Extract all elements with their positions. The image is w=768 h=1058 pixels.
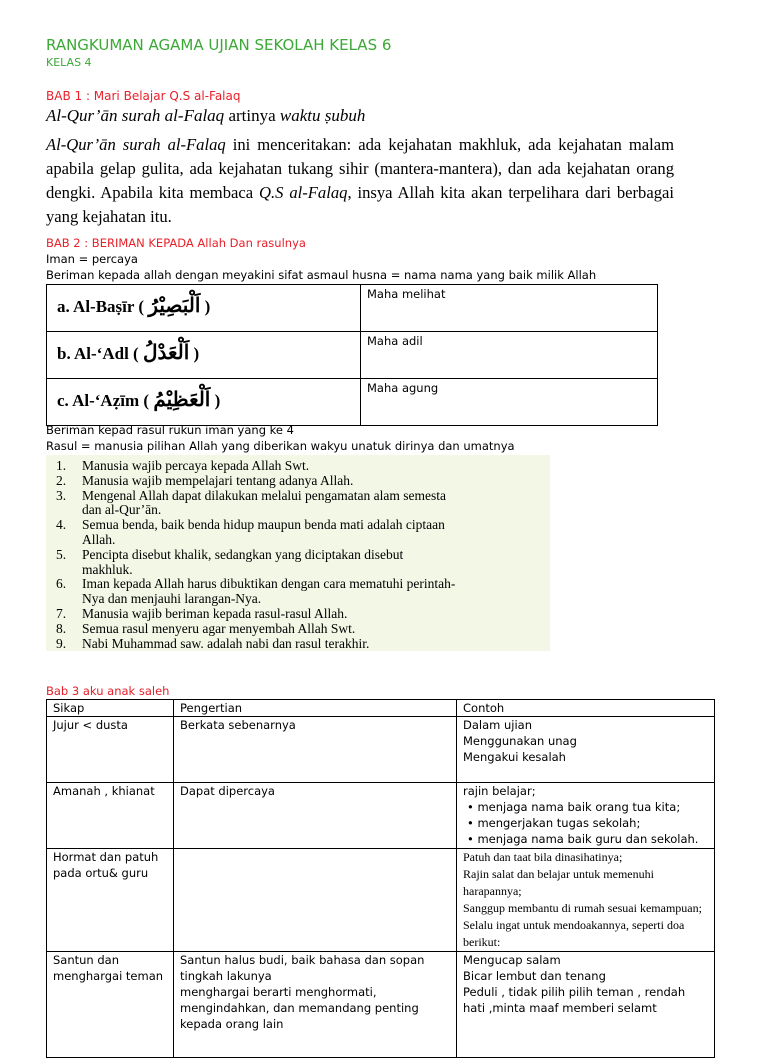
contoh-line: Menggunakan unag (463, 734, 577, 748)
contoh-line: Peduli , tidak pilih pilih teman , rendah hati ,minta maaf memberi selamt (463, 985, 686, 1015)
asmaul-husna-table (46, 284, 658, 426)
point-number (50, 592, 82, 607)
beriman-rasul-text: Beriman kepad rasul rukun iman yang ke 4 (46, 423, 294, 437)
bab1-para-text2: , insya Allah kita akan terpelihara dari berbagai yang kejahatan itu. (46, 183, 674, 226)
point-text: Manusia wajib beriman kepada rasul-rasul Allah. (82, 605, 348, 621)
sikap-text: Jujur < dusta (53, 718, 128, 732)
table-header-row (47, 700, 715, 717)
list-item (50, 577, 550, 592)
contoh-cell (457, 952, 715, 1058)
asmaul-name-arabic: اَلْعَدْلُ (142, 342, 190, 364)
pengertian-cell (174, 783, 457, 849)
list-item (50, 518, 550, 533)
list-item (50, 533, 550, 548)
contoh-line: rajin belajar; (463, 784, 536, 798)
bab1-heading-rest: artinya (224, 106, 280, 125)
point-number: 7. (56, 605, 67, 621)
beriman-allah-text: Beriman kepada allah dengan meyakini sifat asmaul husna = nama nama yang baik milik Allah (46, 268, 597, 282)
list-item (50, 637, 550, 652)
bab1-heading-italic: Al-Qur’ān surah al-Falaq (46, 106, 225, 125)
contoh-line: • menjaga nama baik orang tua kita; (467, 800, 681, 814)
contoh-line: Patuh dan taat bila dinasihatinya; (463, 850, 623, 864)
bab3-heading: Bab 3 aku anak saleh (46, 684, 170, 698)
point-text: Allah. (82, 531, 116, 547)
pengertian-line: Dapat dipercaya (180, 784, 275, 798)
point-number: 9. (56, 635, 67, 651)
document-title: RANGKUMAN AGAMA UJIAN SEKOLAH KELAS 6 (46, 36, 392, 54)
asmaul-name (47, 285, 361, 332)
point-number (50, 563, 82, 578)
point-number: 4. (56, 517, 67, 533)
point-number: 1. (56, 458, 67, 473)
point-text: Iman kepada Allah harus dibuktikan dengan cara mematuhi perintah- (82, 576, 456, 592)
table-row (47, 379, 658, 426)
asmaul-name-latin: c. Al-‘Aẓīm ( (57, 391, 150, 410)
contoh-cell (457, 783, 715, 849)
point-text: Nya dan menjauhi larangan-Nya. (82, 591, 262, 607)
bab2-heading: BAB 2 : BERIMAN KEPADA Allah Dan rasulnya (46, 236, 306, 250)
iman-definition: Iman = percaya (46, 252, 138, 266)
table-row (47, 783, 715, 849)
point-number: 3. (56, 487, 67, 503)
point-number (50, 533, 82, 548)
pengertian-cell (174, 849, 457, 952)
contoh-cell (457, 849, 715, 952)
bab1-heading-label: BAB 1 : Mari Belajar Q.S al-Falaq (46, 89, 241, 103)
asmaul-name-close: ) (204, 297, 211, 316)
point-number (50, 503, 82, 518)
point-text: dan al-Qur’ān. (82, 502, 162, 518)
bab1-para-italic2: Q.S al-Falaq (259, 183, 348, 202)
sikap-text: Hormat dan patuh pada ortu& guru (53, 850, 159, 880)
bab1-para-italic1: Al-Qur’ān surah al-Falaq (46, 135, 226, 154)
contoh-line: Rajin salat dan belajar untuk memenuhi harapannya; (463, 867, 654, 898)
list-item (50, 563, 550, 578)
pengertian-line: Santun halus budi, baik bahasa dan sopan tingkah lakunya (180, 953, 425, 983)
bab1-para-text1: ini menceritakan: ada kejahatan makhluk, ada kejahatan malam apabila gelap gulita, ada kejahatan tukang sihir (mantera-mantera), dan ada kejahatan orang dengki. Apabila kita membaca (46, 135, 674, 202)
contoh-line: Selalu ingat untuk mendoakannya, seperti doa berikut: (463, 918, 685, 949)
point-text: Manusia wajib percaya kepada Allah Swt. (82, 458, 310, 473)
contoh-line: Bicar lembut dan tenang (463, 969, 606, 983)
sikap-cell (47, 717, 174, 783)
asmaul-name-close: ) (214, 391, 221, 410)
contoh-cell (457, 717, 715, 783)
sikap-cell (47, 849, 174, 952)
list-item (50, 607, 550, 622)
header-sikap: Sikap (47, 700, 174, 717)
list-item (50, 503, 550, 518)
sikap-cell (47, 952, 174, 1058)
list-item (50, 474, 550, 489)
point-text: Semua rasul menyeru agar menyembah Allah Swt. (82, 620, 356, 636)
point-number: 8. (56, 620, 67, 636)
list-item (50, 548, 550, 563)
header-contoh: Contoh (457, 700, 715, 717)
point-text: Mengenal Allah dapat dilakukan melalui pengamatan alam semesta (82, 487, 446, 503)
list-item (50, 459, 550, 474)
pengertian-cell (174, 717, 457, 783)
asmaul-meaning: Maha melihat (361, 285, 658, 332)
bab1-heading-subuh: waktu ṣubuh (279, 106, 366, 125)
table-row (47, 285, 658, 332)
header-pengertian: Pengertian (174, 700, 457, 717)
asmaul-name-latin: a. Al-Baṣīr ( (57, 297, 145, 316)
pengertian-cell (174, 952, 457, 1058)
contoh-line: Mengakui kesalah (463, 750, 566, 764)
point-text: Pencipta disebut khalik, sedangkan yang diciptakan disebut (82, 546, 404, 562)
contoh-line: • menjaga nama baik guru dan sekolah. (467, 832, 699, 846)
pengertian-line: Berkata sebenarnya (180, 718, 296, 732)
document-subtitle: KELAS 4 (46, 56, 92, 69)
table-row (47, 849, 715, 952)
sikap-cell (47, 783, 174, 849)
table-row (47, 952, 715, 1058)
point-number: 2. (56, 472, 67, 488)
iman-points-list (46, 455, 550, 651)
asmaul-meaning: Maha agung (361, 379, 658, 426)
point-text: Semua benda, baik benda hidup maupun benda mati adalah ciptaan (82, 517, 445, 533)
asmaul-name-latin: b. Al-‘Adl ( (57, 344, 139, 363)
point-text: Manusia wajib mempelajari tentang adanya Allah. (82, 472, 354, 488)
contoh-line: Dalam ujian (463, 718, 533, 732)
point-number: 5. (56, 546, 67, 562)
table-row (47, 332, 658, 379)
contoh-line: • mengerjakan tugas sekolah; (467, 816, 641, 830)
bab1-paragraph (46, 133, 674, 229)
iman-points-image (46, 455, 550, 651)
contoh-line: Sanggup membantu di rumah sesuai kemampuan; (463, 901, 702, 915)
point-number: 6. (56, 576, 67, 592)
list-item (50, 622, 550, 637)
sikap-text: Santun dan menghargai teman (53, 953, 164, 983)
pengertian-line: menghargai berarti menghormati, mengindahkan, dan memandang penting kepada orang lain (180, 985, 419, 1031)
bab1-heading (46, 106, 365, 126)
asmaul-name (47, 379, 361, 426)
asmaul-name-arabic: اَلْبَصِيْرُ (148, 295, 201, 317)
contoh-line: Mengucap salam (463, 953, 561, 967)
asmaul-name-arabic: اَلْعَظِيْمُ (153, 389, 211, 411)
point-text: Nabi Muhammad saw. adalah nabi dan rasul terakhir. (82, 635, 370, 651)
rasul-definition: Rasul = manusia pilihan Allah yang diberikan wakyu unatuk dirinya dan umatnya (46, 439, 515, 453)
point-text: makhluk. (82, 561, 133, 577)
asmaul-name (47, 332, 361, 379)
list-item (50, 489, 550, 504)
table-row (47, 717, 715, 783)
anak-saleh-table (46, 699, 715, 1058)
asmaul-meaning: Maha adil (361, 332, 658, 379)
list-item (50, 592, 550, 607)
sikap-text: Amanah , khianat (53, 784, 155, 798)
asmaul-name-close: ) (193, 344, 200, 363)
